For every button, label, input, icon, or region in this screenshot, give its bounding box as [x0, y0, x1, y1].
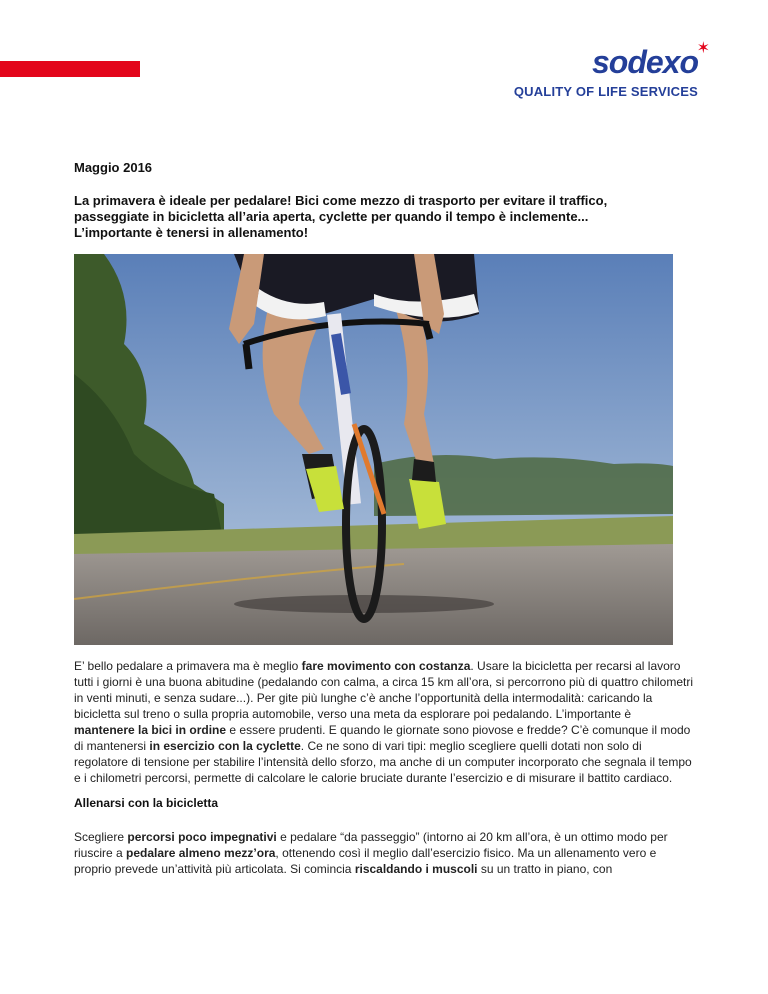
- bold-run: in esercizio con la cyclette: [149, 739, 301, 753]
- sodexo-logo: [513, 34, 740, 104]
- bold-run: fare movimento con costanza: [301, 659, 471, 673]
- star-icon: ✶: [696, 40, 710, 57]
- headline-line: La primavera è ideale per pedalare! Bici come mezzo di trasporto per evitare il traffico,: [74, 193, 608, 208]
- headline-line: passeggiate in bicicletta all’aria aperta, cyclette per quando il tempo è inclemente...: [74, 209, 589, 224]
- text-run: Scegliere: [74, 830, 128, 844]
- text-run: su un tratto in piano, con: [477, 862, 613, 876]
- article-headline: [74, 193, 694, 241]
- cyclist-photo: [74, 254, 673, 645]
- headline-line: L’importante è tenersi in allenamento!: [74, 225, 309, 240]
- bold-run: pedalare almeno mezz’ora: [126, 846, 276, 860]
- text-run: E’ bello pedalare a primavera ma è meglio: [74, 659, 302, 673]
- logo-tagline: QUALITY OF LIFE SERVICES: [513, 84, 698, 99]
- text-run: e essere prudenti. E quando le giornate sono piovose e fredde? C’è comunque il modo di mantenersi: [74, 723, 691, 753]
- article-date: Maggio 2016: [74, 160, 153, 175]
- section-heading: Allenarsi con la bicicletta: [74, 796, 219, 810]
- text-run: . Ce ne sono di vari tipi: meglio scegliere quelli dotati non solo di regolatore di tensione per stabilire l’intensità dello sforzo, ma anche di un computer incorporato che segnala il tempo e i chilometri percorsi, permette di calcolare le calorie bruciate durante l’esercizio e di misurare il battito cardiaco.: [74, 739, 692, 785]
- article-paragraph: [74, 829, 694, 877]
- text-run: . Usare la bicicletta per recarsi al lavoro tutti i giorni è una buona abitudine (pedalando con calma, a circa 15 km all’ora, si percorrono più di quattro chilometri in venti minuti, e senza sudare...). Per gite più lunghe c’è anche l’opportunità della intermodalità: caricando la bicicletta sul treno o sulla propria automobile, verso una meta da esplorare poi pedalando. L’importante è: [74, 659, 694, 721]
- logo-wordmark: sodexo: [591, 44, 698, 80]
- bold-run: riscaldando i muscoli: [354, 862, 478, 876]
- bold-run: percorsi poco impegnativi: [127, 830, 277, 844]
- text-run: e pedalare “da passeggio” (intorno ai 20 km all’ora, è un ottimo modo per riuscire a: [74, 830, 668, 860]
- bold-run: mantenere la bici in ordine: [74, 723, 227, 737]
- article-paragraph: [74, 658, 694, 786]
- accent-bar: [0, 61, 140, 77]
- text-run: , ottenendo così il meglio dall’esercizio fisico. Ma un allenamento vero e proprio prevede un’attività più articolata. Si comincia: [74, 846, 657, 876]
